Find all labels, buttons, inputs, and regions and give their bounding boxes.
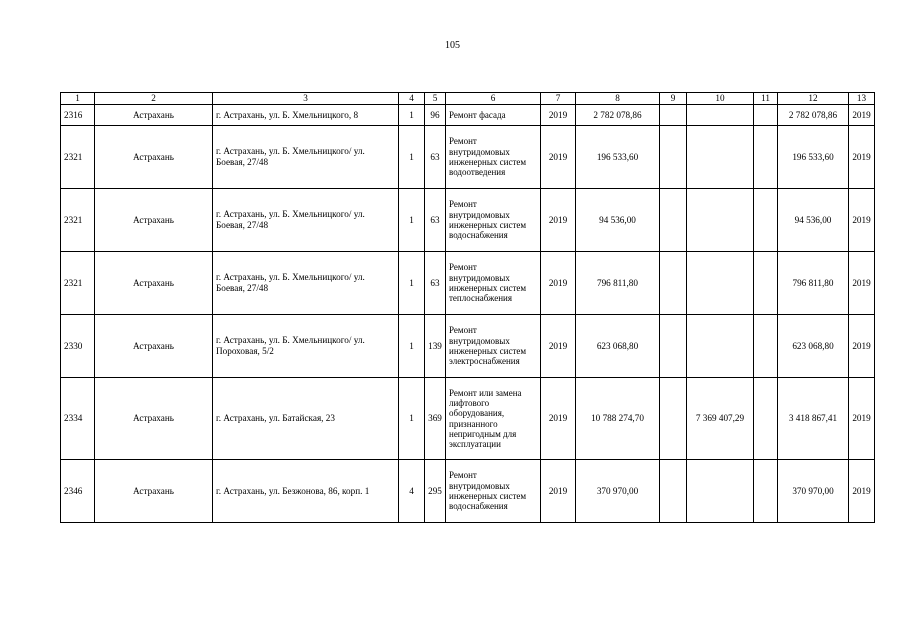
col10-cell <box>687 189 754 252</box>
col11-cell <box>754 105 778 126</box>
city-cell: Астрахань <box>95 315 213 378</box>
table-row <box>61 378 875 460</box>
col10-cell <box>687 315 754 378</box>
city-cell: Астрахань <box>95 189 213 252</box>
col4-cell: 4 <box>399 460 425 523</box>
col11-cell <box>754 126 778 189</box>
year-cell: 2019 <box>541 189 576 252</box>
city-cell: Астрахань <box>95 378 213 460</box>
city-cell: Астрахань <box>95 252 213 315</box>
col12-cell: 3 418 867,41 <box>778 378 849 460</box>
col5-cell: 369 <box>425 378 446 460</box>
col12-cell: 370 970,00 <box>778 460 849 523</box>
year-cell: 2019 <box>541 460 576 523</box>
column-header: 3 <box>213 93 399 105</box>
table-row <box>61 105 875 126</box>
column-header: 10 <box>687 93 754 105</box>
col12-cell: 623 068,80 <box>778 315 849 378</box>
year-cell: 2019 <box>541 378 576 460</box>
col10-cell <box>687 460 754 523</box>
column-header: 8 <box>576 93 660 105</box>
total-cost-cell: 10 788 274,70 <box>576 378 660 460</box>
col12-cell: 196 533,60 <box>778 126 849 189</box>
col4-cell: 1 <box>399 126 425 189</box>
col4-cell: 1 <box>399 378 425 460</box>
address-cell: г. Астрахань, ул. Б. Хмельницкого/ ул. Боевая, 27/48 <box>213 189 399 252</box>
row-id-cell: 2330 <box>61 315 95 378</box>
col5-cell: 139 <box>425 315 446 378</box>
column-header: 11 <box>754 93 778 105</box>
work-type-cell: Ремонт внутридомовых инженерных систем водоснабжения <box>446 189 541 252</box>
row-id-cell: 2316 <box>61 105 95 126</box>
city-cell: Астрахань <box>95 460 213 523</box>
repair-register-table <box>60 92 875 523</box>
col13-cell: 2019 <box>849 315 875 378</box>
column-header: 5 <box>425 93 446 105</box>
row-id-cell: 2321 <box>61 252 95 315</box>
year-cell: 2019 <box>541 126 576 189</box>
work-type-cell: Ремонт внутридомовых инженерных систем водоотведения <box>446 126 541 189</box>
col13-cell: 2019 <box>849 105 875 126</box>
col11-cell <box>754 460 778 523</box>
address-cell: г. Астрахань, ул. Безжонова, 86, корп. 1 <box>213 460 399 523</box>
page-number: 105 <box>445 40 460 51</box>
table-row <box>61 189 875 252</box>
col13-cell: 2019 <box>849 378 875 460</box>
col9-cell <box>660 460 687 523</box>
col12-cell: 94 536,00 <box>778 189 849 252</box>
column-header: 13 <box>849 93 875 105</box>
table-row <box>61 460 875 523</box>
col13-cell: 2019 <box>849 460 875 523</box>
column-header: 6 <box>446 93 541 105</box>
col9-cell <box>660 126 687 189</box>
year-cell: 2019 <box>541 105 576 126</box>
table-row <box>61 315 875 378</box>
city-cell: Астрахань <box>95 126 213 189</box>
column-header: 4 <box>399 93 425 105</box>
row-id-cell: 2346 <box>61 460 95 523</box>
col9-cell <box>660 105 687 126</box>
row-id-cell: 2321 <box>61 189 95 252</box>
address-cell: г. Астрахань, ул. Б. Хмельницкого, 8 <box>213 105 399 126</box>
col9-cell <box>660 252 687 315</box>
col13-cell: 2019 <box>849 252 875 315</box>
col12-cell: 2 782 078,86 <box>778 105 849 126</box>
col4-cell: 1 <box>399 189 425 252</box>
city-cell: Астрахань <box>95 105 213 126</box>
col9-cell <box>660 189 687 252</box>
col4-cell: 1 <box>399 252 425 315</box>
total-cost-cell: 796 811,80 <box>576 252 660 315</box>
table-row <box>61 126 875 189</box>
table-row <box>61 252 875 315</box>
col10-cell <box>687 126 754 189</box>
col10-cell: 7 369 407,29 <box>687 378 754 460</box>
col9-cell <box>660 378 687 460</box>
col5-cell: 63 <box>425 189 446 252</box>
total-cost-cell: 2 782 078,86 <box>576 105 660 126</box>
col5-cell: 63 <box>425 126 446 189</box>
work-type-cell: Ремонт внутридомовых инженерных систем водоснабжения <box>446 460 541 523</box>
address-cell: г. Астрахань, ул. Б. Хмельницкого/ ул. Боевая, 27/48 <box>213 252 399 315</box>
work-type-cell: Ремонт внутридомовых инженерных систем электроснабжения <box>446 315 541 378</box>
address-cell: г. Астрахань, ул. Батайская, 23 <box>213 378 399 460</box>
col12-cell: 796 811,80 <box>778 252 849 315</box>
col4-cell: 1 <box>399 315 425 378</box>
row-id-cell: 2334 <box>61 378 95 460</box>
column-header: 1 <box>61 93 95 105</box>
year-cell: 2019 <box>541 252 576 315</box>
work-type-cell: Ремонт внутридомовых инженерных систем теплоснабжения <box>446 252 541 315</box>
col5-cell: 63 <box>425 252 446 315</box>
column-header: 7 <box>541 93 576 105</box>
col10-cell <box>687 252 754 315</box>
row-id-cell: 2321 <box>61 126 95 189</box>
total-cost-cell: 623 068,80 <box>576 315 660 378</box>
col11-cell <box>754 315 778 378</box>
col9-cell <box>660 315 687 378</box>
column-number-row <box>61 93 875 105</box>
col4-cell: 1 <box>399 105 425 126</box>
total-cost-cell: 94 536,00 <box>576 189 660 252</box>
year-cell: 2019 <box>541 315 576 378</box>
column-header: 9 <box>660 93 687 105</box>
total-cost-cell: 370 970,00 <box>576 460 660 523</box>
col11-cell <box>754 252 778 315</box>
col5-cell: 96 <box>425 105 446 126</box>
col13-cell: 2019 <box>849 126 875 189</box>
work-type-cell: Ремонт фасада <box>446 105 541 126</box>
col11-cell <box>754 378 778 460</box>
address-cell: г. Астрахань, ул. Б. Хмельницкого/ ул. Пороховая, 5/2 <box>213 315 399 378</box>
column-header: 2 <box>95 93 213 105</box>
work-type-cell: Ремонт или замена лифтового оборудования, признанного непригодным для эксплуатации <box>446 378 541 460</box>
col10-cell <box>687 105 754 126</box>
total-cost-cell: 196 533,60 <box>576 126 660 189</box>
col13-cell: 2019 <box>849 189 875 252</box>
col5-cell: 295 <box>425 460 446 523</box>
address-cell: г. Астрахань, ул. Б. Хмельницкого/ ул. Боевая, 27/48 <box>213 126 399 189</box>
column-header: 12 <box>778 93 849 105</box>
col11-cell <box>754 189 778 252</box>
